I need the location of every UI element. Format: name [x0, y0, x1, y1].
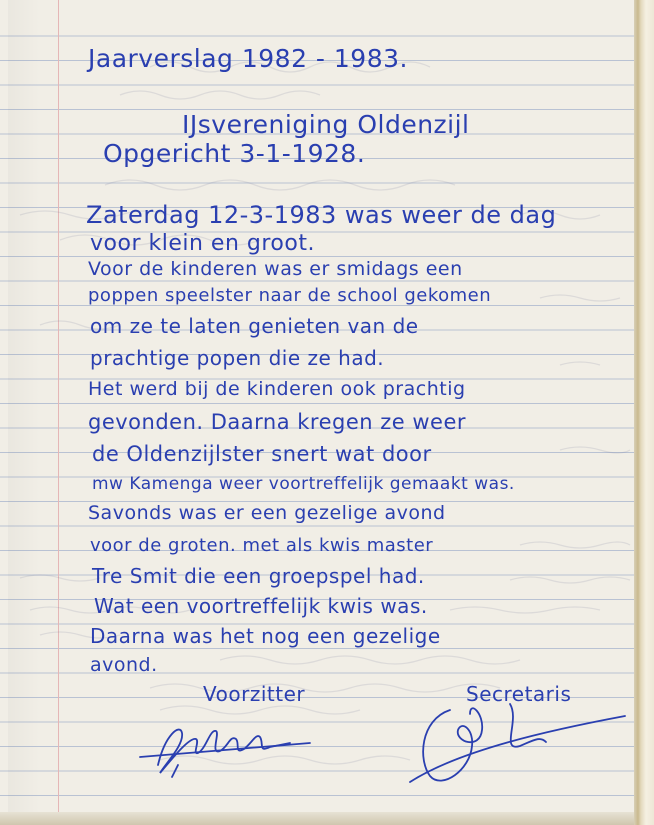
secretary-signature	[400, 690, 630, 800]
text-line: voor de groten. met als kwis master	[90, 535, 434, 556]
text-line: Savonds was er een gezelige avond	[88, 502, 446, 524]
text-line: voor klein en groot.	[90, 231, 315, 256]
page-bottom-edge	[0, 812, 634, 825]
page-stack-edge	[634, 0, 654, 825]
text-line: om ze te laten genieten van de	[90, 314, 419, 338]
text-line: prachtige popen die ze had.	[90, 346, 385, 370]
text-line: Zaterdag 12-3-1983 was weer de dag	[86, 201, 557, 229]
founded-date: Opgericht 3-1-1928.	[103, 139, 366, 168]
text-line: Voor de kinderen was er smidags een	[88, 258, 463, 280]
chairman-signature	[130, 715, 330, 785]
text-line: de Oldenzijlster snert wat door	[92, 442, 432, 466]
text-line: gevonden. Daarna kregen ze weer	[88, 410, 467, 434]
chairman-label: Voorzitter	[203, 682, 306, 706]
text-line: Daarna was het nog een gezelige	[90, 624, 441, 648]
association-name: IJsvereniging Oldenzijl	[182, 110, 470, 139]
text-line: mw Kamenga weer voortreffelijk gemaakt was.	[92, 474, 515, 494]
text-line: poppen speelster naar de school gekomen	[88, 285, 492, 306]
text-line: Tre Smit die een groepspel had.	[92, 564, 425, 588]
report-title: Jaarverslag 1982 - 1983.	[88, 44, 408, 73]
text-line: Wat een voortreffelijk kwis was.	[94, 594, 428, 618]
text-line: avond.	[90, 654, 158, 676]
text-line: Het werd bij de kinderen ook prachtig	[88, 378, 466, 400]
secretary-label: Secretaris	[466, 682, 572, 706]
